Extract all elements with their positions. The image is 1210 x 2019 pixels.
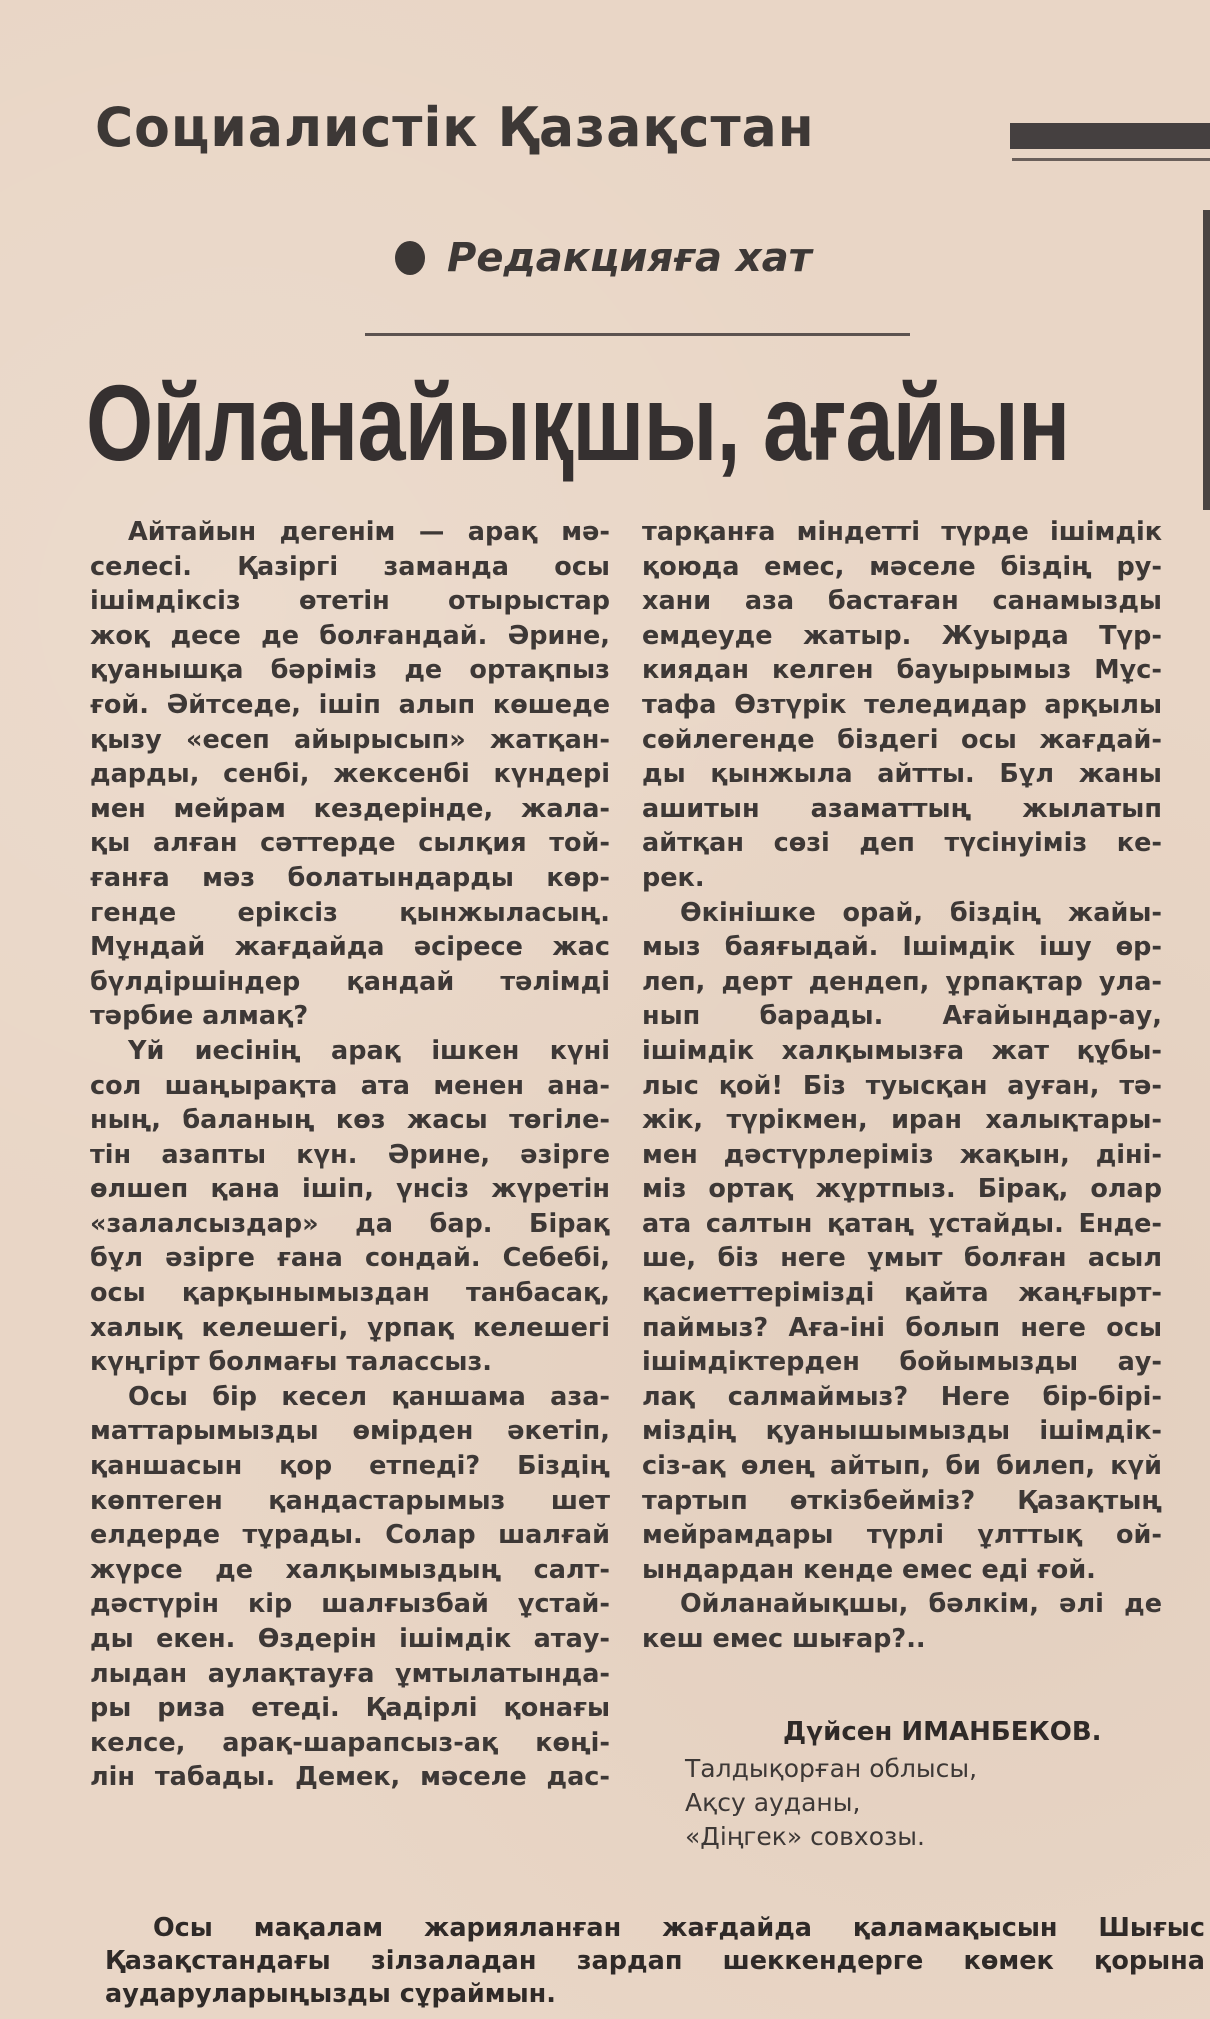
article-line: тартып өткізбейміз? Қазақтың [642,1485,1162,1516]
article-line: Айтайын дегенім — арақ мә- [128,517,610,547]
article-line: мейрамдары түрлі ұлттық ой- [642,1520,1162,1551]
article-line: міздің қуанышымызды ішімдік- [642,1416,1162,1447]
article-line: айтқан сөзі деп түсінуіміз ке- [642,828,1162,859]
article-line: ның, баланың көз жасы төгіле- [90,1105,610,1136]
article-line: мен дәстүрлеріміз жақын, діні- [642,1139,1162,1170]
article-line: қасиеттерімізді қайта жаңғырт- [642,1278,1162,1309]
article-line: ішімдіктерден бойымызды ау- [642,1347,1162,1378]
address-line: Талдықорған облысы, [685,1754,978,1783]
footer-line: Осы мақалам жарияланған жағдайда қаламақысын Шығыс [153,1913,1205,1943]
right-column-border [1203,210,1210,510]
article-line: дәстүрін кір шалғызбай ұстай- [90,1589,610,1620]
article-line: мыз баяғыдай. Ішімдік ішу өр- [642,932,1162,963]
article-line: ды қынжыла айтты. Бұл жаны [642,759,1162,790]
article-line: күңгірт болмағы талассыз. [90,1347,492,1378]
rubric-label: Редакцияға хат [447,235,812,281]
article-line: хани аза бастаған санамызды [642,586,1162,617]
article-line: халық келешегі, ұрпақ келешегі [90,1312,610,1343]
article-line: генде еріксіз қынжыласың. [90,897,610,928]
article-line: ашитын азаматтың жылатып [642,793,1162,824]
bullet-dot-icon [395,241,425,275]
article-line: дарды, сенбі, жексенбі күндері [90,759,610,790]
article-line: ғой. Әйтседе, ішіп алып көшеде [90,689,610,720]
article-line: Ойланайықшы, бәлкім, әлі де [680,1589,1162,1620]
article-line: осы қарқынымыздан танбасақ, [90,1278,610,1309]
article-line: ды екен. Өздерін ішімдік атау- [90,1624,610,1654]
article-line: міз ортақ жұртпыз. Бірақ, олар [642,1174,1162,1205]
article-line: сол шаңырақта ата менен ана- [90,1070,610,1101]
article-line: ше, біз неге ұмыт болған асыл [642,1243,1162,1274]
article-line: сіз-ақ өлең айтып, би билеп, күй [642,1451,1162,1482]
footer-line: Қазақстандағы зілзаладан зардап шеккендерге көмек қорына [105,1946,1205,1976]
footer-line: аударуларыңызды сұраймын. [105,1979,556,2009]
rubric-divider [365,333,910,336]
address-line: Ақсу ауданы, [685,1788,861,1817]
footer-note [105,1912,1205,2011]
article-line: тафа Өзтүрік теледидар арқылы [642,689,1162,720]
article-line: кеш емес шығар?.. [642,1624,926,1654]
article-line: леп, дерт дендеп, ұрпақтар ула- [642,966,1162,997]
article-line: қаншасын қор етпеді? Біздің [90,1451,610,1482]
article-line: тәрбие алмақ? [90,1001,309,1032]
author-signature: Дүйсен ИМАНБЕКОВ. [783,1717,1102,1747]
article-line: қуанышқа бәріміз де ортақпыз [90,655,610,686]
article-line: жоқ десе де болғандай. Әрине, [90,620,610,651]
article-line: көптеген қандастарымыз шет [90,1485,610,1516]
article-line: селесі. Қазіргі заманда осы [90,551,610,582]
article-line: лақ салмаймыз? Неге бір-бірі- [642,1381,1162,1412]
article-line: нып барады. Ағайындар-ау, [642,1001,1162,1032]
article-line: қы алған сәттерде сылқия той- [90,828,610,859]
article-line: Мұндай жағдайда әсіресе жас [90,932,610,963]
article-line: Өкінішке орай, біздің жайы- [680,897,1162,928]
article-line: қызу «есеп айырысып» жатқан- [90,724,610,755]
article-line: Осы бір кесел қаншама аза- [128,1381,610,1412]
article-line: ішімдіксіз өтетін отырыстар [90,586,610,617]
article-line: ішімдік халқымызға жат құбы- [642,1035,1162,1066]
address-line: «Діңгек» совхозы. [685,1822,925,1851]
article-line: қоюда емес, мәселе біздің ру- [642,551,1162,582]
article-line: ры риза етеді. Қадірлі қонағы [90,1693,610,1724]
article-line: елдерде тұрады. Солар шалғай [90,1520,610,1551]
article-line: маттарымызды өмірден әкетіп, [90,1416,610,1447]
article-line: ата салтын қатаң ұстайды. Енде- [642,1208,1162,1239]
article-line: мен мейрам кездерінде, жала- [90,793,610,824]
article-line: бүлдіршіндер қандай тәлімді [90,966,610,997]
article-line: жік, түрікмен, иран халықтары- [642,1105,1162,1136]
article-column-right [642,515,1162,1657]
article-line: лін табады. Демек, мәселе дас- [90,1762,610,1793]
article-line: бұл әзірге ғана сондай. Себебі, [90,1243,610,1274]
article-line: тарқанға міндетті түрде ішімдік [642,517,1162,547]
article-line: келсе, арақ-шарапсыз-ақ көңі- [90,1727,610,1758]
newspaper-masthead: Социалистік Қазақстан [95,96,815,160]
rubric-heading [395,235,812,281]
masthead-rule-divider [1012,158,1210,161]
article-line: емдеуде жатыр. Жуырда Түр- [642,620,1162,651]
article-line: ғанға мәз болатындарды көр- [90,862,610,893]
author-address [685,1752,977,1854]
article-line: рек. [642,862,705,893]
article-line: сөйлегенде біздегі осы жағдай- [642,724,1162,755]
article-line: ындардан кенде емес еді ғой. [642,1554,1096,1585]
article-headline: Ойланайықшы, ағайын [86,362,1070,483]
article-line: киядан келген бауырымыз Мұс- [642,655,1162,686]
article-line: Үй иесінің арақ ішкен күні [128,1035,610,1066]
masthead-bar-divider [1010,123,1210,149]
article-line: паймыз? Аға-іні болып неге осы [642,1312,1162,1343]
article-line: лыс қой! Біз туысқан ауған, тә- [642,1070,1162,1101]
article-column-left [90,515,610,1795]
article-line: «залалсыздар» да бар. Бірақ [90,1208,610,1239]
article-line: жүрсе де халқымыздың салт- [90,1554,610,1585]
article-line: тін азапты күн. Әрине, әзірге [90,1139,610,1170]
article-line: лыдан аулақтауға ұмтылатында- [90,1658,610,1689]
article-line: өлшеп қана ішіп, үнсіз жүретін [90,1174,610,1205]
